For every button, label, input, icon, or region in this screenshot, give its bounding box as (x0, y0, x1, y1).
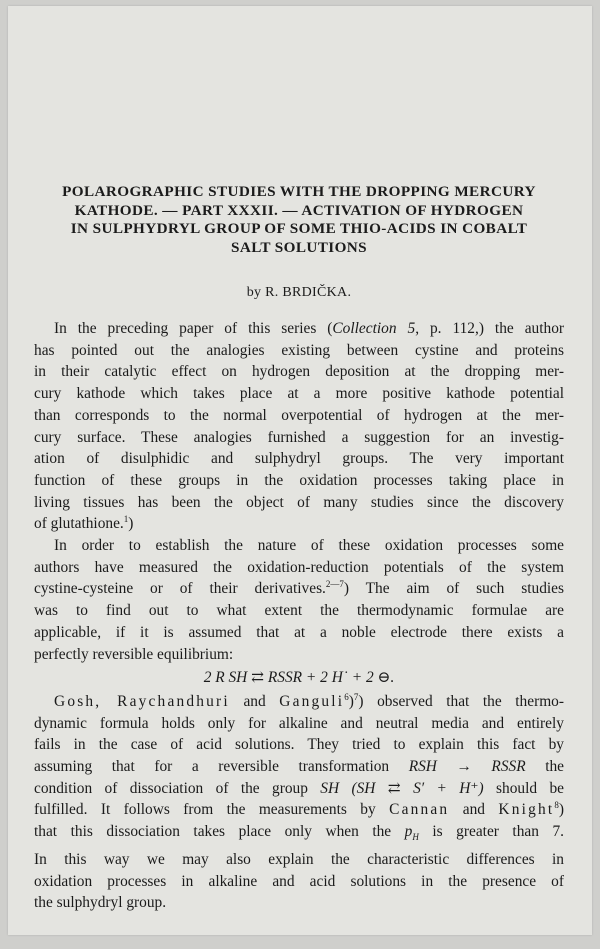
footnote-ref: 1 (123, 514, 129, 525)
text-line: perfectly reversible equilibrium: (34, 645, 234, 663)
text-line: was to find out to what extent the thermodynamic formulae are (34, 602, 564, 620)
author-name: Gosh, Raychandhuri (54, 692, 230, 710)
equation: 2 R SH ⇄ RSSR + 2 H˙ + 2 ⊖. (203, 669, 395, 687)
footnote-ref: 2—7 (325, 579, 344, 590)
text-line: in their catalytic effect on hydrogen deposition at the dropping mer- (34, 363, 564, 381)
journal-reference: Collection 5 (332, 320, 416, 337)
author-line: by R. BRDIČKA. (246, 285, 352, 300)
text-line: cury kathode which takes place at a more positive kathode potential (34, 385, 564, 403)
title-line: IN SULPHYDRYL GROUP OF SOME THIO-ACIDS IN COBALT (70, 220, 528, 237)
text-line: authors have measured the oxidation-reduction potentials of the system (34, 558, 564, 576)
author-name: Knight (498, 801, 555, 819)
text-line: fails in the case of acid solutions. They tried to explain this fact by (34, 736, 564, 754)
text-line: applicable, if it is assumed that at a noble electrode there exists a (34, 623, 564, 641)
text-line: condition of dissociation of the group SH (SH ⇄ S′ + H⁺) should be (34, 779, 564, 797)
text-line: cystine-cysteine or of their derivatives.$^{2—7}$) The aim of such studies (34, 579, 564, 598)
footnote-ref: 6 (344, 691, 349, 702)
subscript: H (412, 832, 419, 843)
title-line: KATHODE. — PART XXXII. — ACTIVATION OF HYDROGEN (74, 201, 524, 219)
footnote-ref: 8 (554, 800, 559, 811)
formula: RSH → RSSR (408, 758, 526, 776)
paper-title (34, 183, 564, 257)
text-line: that this dissociation takes place only when the $p_H$ is greater than 7. (34, 823, 564, 843)
text-line: living tissues has been the object of many studies since the discovery (34, 493, 564, 511)
text-line: In order to establish the nature of these oxidation processes some (54, 537, 564, 555)
text-line: ation of disulphidic and sulphydryl groups. The very important (34, 450, 564, 468)
text-line: assuming that for a reversible transformation RSH → RSSR the (34, 758, 564, 776)
text-line: dynamic formula holds only for alkaline and neutral media and entirely (34, 714, 564, 732)
text-line: fulfilled. It follows from the measurements by Cannan and Knight$^8$) (34, 800, 564, 819)
body-text (34, 318, 564, 914)
text-line: than corresponds to the normal overpotential of hydrogen at the mer- (34, 406, 564, 424)
text-line: Gosh, Raychandhuri and Ganguli$^6$)$^7$) observed that the thermo- (54, 691, 564, 710)
author-name: Cannan (389, 801, 450, 819)
title-line: POLAROGRAPHIC STUDIES WITH THE DROPPING MERCURY (62, 183, 536, 200)
text-line: oxidation processes in alkaline and acid solutions in the presence of (34, 872, 564, 890)
text-line: of glutathione.$^1$) (34, 514, 134, 533)
formula: p (404, 823, 413, 841)
footnote-ref: 7 (353, 691, 359, 702)
title-line: SALT SOLUTIONS (230, 238, 368, 256)
text-line: function of these groups in the oxidation processes taking place in (34, 471, 564, 489)
document-page (8, 6, 592, 935)
text-line: cury surface. These analogies furnished a suggestion for an investig- (34, 428, 564, 446)
author-name: Ganguli (279, 692, 345, 710)
text-line: the sulphydryl group. (34, 894, 167, 912)
formula: SH (SH ⇄ S′ + H⁺) (320, 779, 484, 797)
text-line: has pointed out the analogies existing between cystine and proteins (34, 341, 564, 359)
text-line: In the preceding paper of this series (Collection 5, p. 112,) the author (54, 320, 564, 337)
text-line: In this way we may also explain the characteristic differences in (34, 850, 564, 868)
